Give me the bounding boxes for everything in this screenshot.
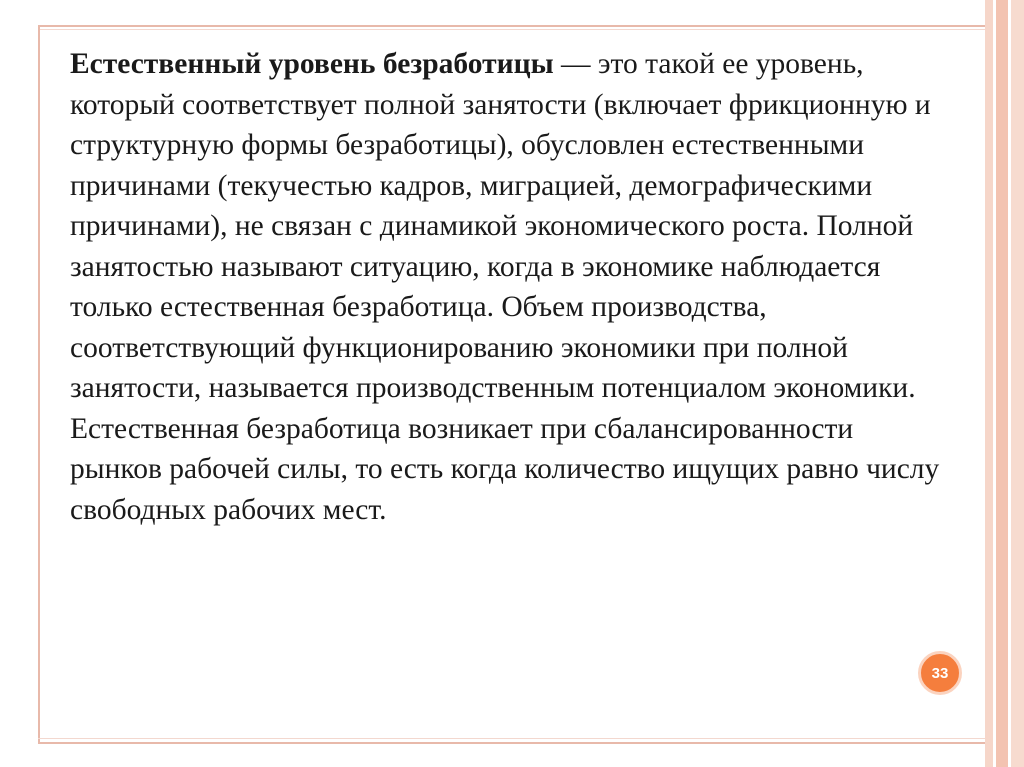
right-decor-stripe bbox=[996, 0, 1008, 767]
bottom-border-inner-line bbox=[38, 738, 986, 739]
top-border-line bbox=[38, 25, 986, 27]
page-number-badge bbox=[918, 651, 962, 695]
definition-text: — это такой ее уровень, который соответствует полной занятости (включает фрикционную и структурную формы безработицы), обусловлен естественными причинами (текучестью кадров, миграцией, демографическими причинами), не связан с динамикой экономического роста. Полной занятостью называют ситуацию, когда в экономике наблюдается только естественная безработица. Объем производства, соответствующий функционированию экономики при полной занятости, называется производственным потенциалом экономики. Естественная безработица возникает при сбалансированности рынков рабочей силы, то есть когда количество ищущих равно числу свободных рабочих мест. bbox=[70, 48, 940, 526]
definition-term: Естественный уровень безработицы bbox=[70, 48, 554, 80]
bottom-border-line bbox=[38, 742, 986, 744]
right-decor-stripe bbox=[985, 0, 993, 767]
top-border-inner-line bbox=[38, 29, 986, 30]
left-border-line bbox=[38, 25, 40, 744]
right-decor-stripe bbox=[1011, 0, 1024, 767]
page-number: 33 bbox=[931, 664, 949, 682]
slide-body-text bbox=[70, 44, 950, 530]
